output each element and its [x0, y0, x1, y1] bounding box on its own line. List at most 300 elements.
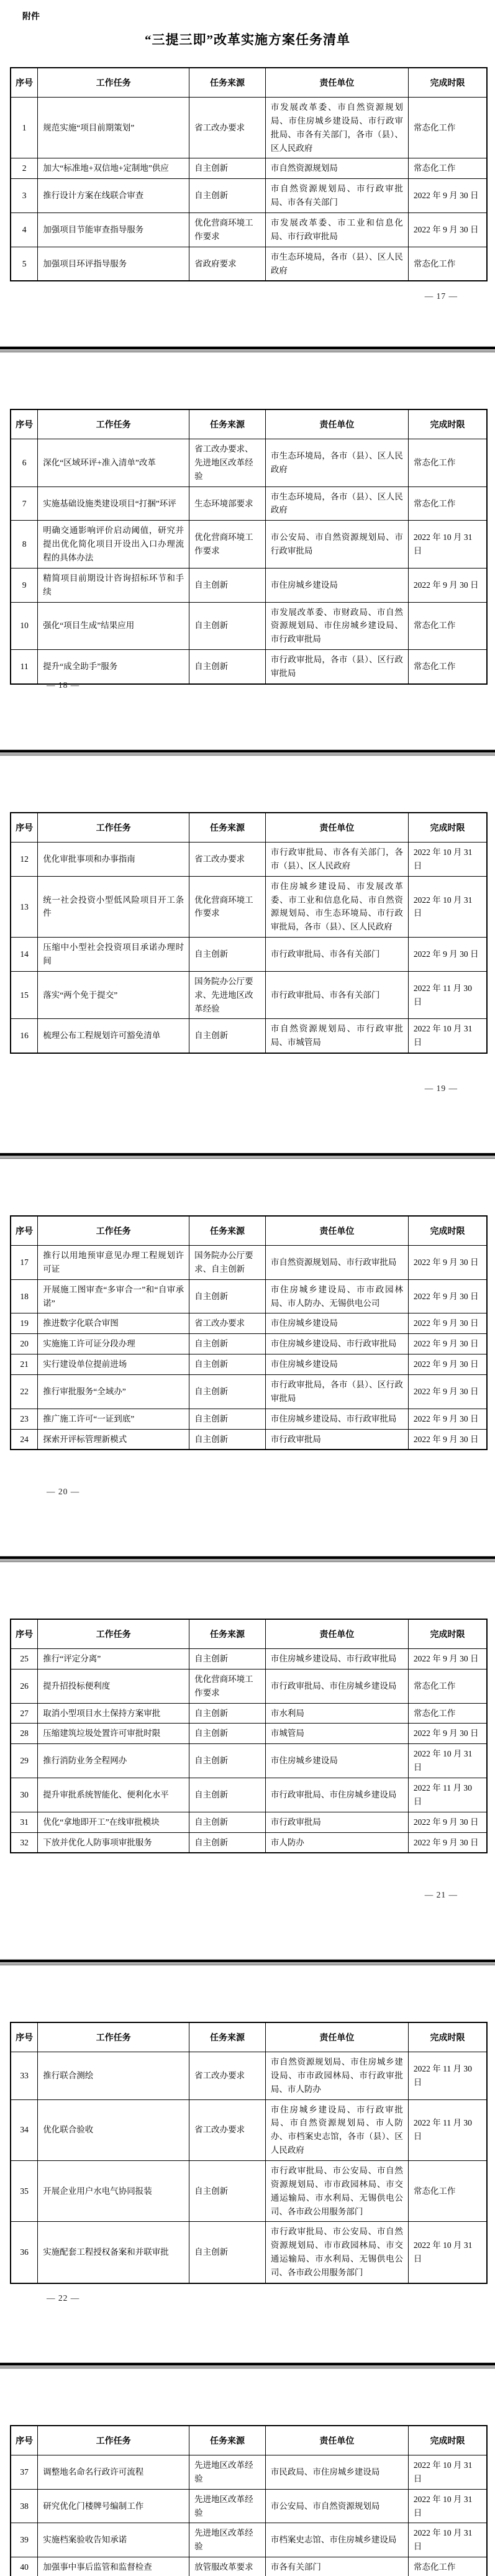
table-row — [11, 1279, 487, 1313]
table-row — [11, 1313, 487, 1334]
cell-deadline: 2022 年 9 月 30 日 — [408, 938, 487, 972]
cell-source: 省工改办要求 — [189, 1313, 266, 1334]
cell-source: 自主创新 — [189, 2222, 266, 2283]
cell-source: 自主创新 — [189, 1409, 266, 1429]
cell-no: 30 — [11, 1778, 38, 1812]
table-wrap-page-18 — [10, 409, 488, 685]
page-21 — [0, 1563, 495, 1959]
cell-task: 压缩建筑垃圾处置许可审批时限 — [38, 1724, 189, 1744]
column-header-source: 任务来源 — [189, 2022, 266, 2052]
cell-task: 实施施工许可证分段办理 — [38, 1334, 189, 1354]
column-header-no: 序号 — [11, 409, 38, 439]
cell-task: 调整地名命名行政许可流程 — [38, 2455, 189, 2490]
table-row — [11, 1409, 487, 1429]
cell-no: 13 — [11, 876, 38, 937]
cell-no: 15 — [11, 971, 38, 1019]
cell-deadline: 2022 年 9 月 30 日 — [408, 1429, 487, 1450]
cell-source: 省工改办要求 — [189, 2099, 266, 2160]
cell-unit: 市住房城乡建设局 — [265, 568, 408, 602]
column-header-unit: 责任单位 — [265, 2426, 408, 2455]
column-header-task: 工作任务 — [38, 2426, 189, 2455]
page-number: — 20 — — [47, 1487, 80, 1496]
cell-no: 32 — [11, 1832, 38, 1853]
cell-task: 优化审批事项和办事指南 — [38, 843, 189, 877]
cell-source: 自主创新 — [189, 568, 266, 602]
table-row — [11, 1429, 487, 1450]
cell-task: 推行联合测绘 — [38, 2052, 189, 2100]
table-row — [11, 1334, 487, 1354]
cell-unit: 市行政审批局 — [265, 1429, 408, 1450]
page-separator — [0, 749, 495, 756]
cell-source: 自主创新 — [189, 1429, 266, 1450]
cell-task: 推行审批服务“全域办” — [38, 1375, 189, 1409]
task-table-page-22 — [10, 2022, 488, 2284]
cell-unit: 市自然资源规划局、市行政审批局、市各有关部门 — [265, 179, 408, 213]
column-header-unit: 责任单位 — [265, 813, 408, 843]
page-number: — 17 — — [424, 291, 458, 301]
table-row — [11, 1744, 487, 1778]
task-table-page-17 — [10, 67, 488, 281]
cell-source: 省工改办要求 — [189, 2052, 266, 2100]
cell-deadline: 2022 年 10 月 31 日 — [408, 1019, 487, 1053]
cell-task: 推行设计方案在线联合审查 — [38, 179, 189, 213]
cell-unit: 市住房城乡建设局、市行政审批局 — [265, 1334, 408, 1354]
cell-task: 提升审批系统智能化、便利化水平 — [38, 1778, 189, 1812]
table-row — [11, 1669, 487, 1703]
column-header-deadline: 完成时限 — [408, 2426, 487, 2455]
cell-unit: 市生态环境局，各市（县）、区人民政府 — [265, 439, 408, 487]
cell-deadline: 2022 年 10 月 31 日 — [408, 2222, 487, 2283]
cell-source: 先进地区改革经验 — [189, 2523, 266, 2557]
cell-no: 29 — [11, 1744, 38, 1778]
cell-unit: 市人防办 — [265, 1832, 408, 1853]
cell-source: 省工改办要求 — [189, 843, 266, 877]
task-table-page-21 — [10, 1619, 488, 1853]
cell-task: 开展施工图审查“多审合一”和“自审承诺” — [38, 1279, 189, 1313]
table-row — [11, 1649, 487, 1669]
cell-deadline: 2022 年 9 月 30 日 — [408, 1375, 487, 1409]
cell-unit: 市住房城乡建设局、市行政审批局 — [265, 1409, 408, 1429]
table-row — [11, 439, 487, 487]
cell-no: 36 — [11, 2222, 38, 2283]
table-header-row — [11, 2426, 487, 2455]
table-row — [11, 1778, 487, 1812]
cell-unit: 市行政审批局 — [265, 1812, 408, 1832]
cell-no: 28 — [11, 1724, 38, 1744]
cell-no: 23 — [11, 1409, 38, 1429]
table-row — [11, 247, 487, 281]
cell-task: 推行“评定分离” — [38, 1649, 189, 1669]
cell-deadline: 2022 年 10 月 31 日 — [408, 521, 487, 569]
cell-task: 实行建设单位提前进场 — [38, 1354, 189, 1375]
cell-task: 强化“项目生成”结果应用 — [38, 602, 189, 650]
cell-no: 26 — [11, 1669, 38, 1703]
cell-source: 省工改办要求 — [189, 98, 266, 158]
cell-unit: 市档案史志馆、市住房城乡建设局 — [265, 2523, 408, 2557]
column-header-deadline: 完成时限 — [408, 2022, 487, 2052]
page-number: — 19 — — [424, 1084, 458, 1093]
cell-deadline: 2022 年 11 月 30 日 — [408, 971, 487, 1019]
table-row — [11, 2161, 487, 2222]
table-row — [11, 1703, 487, 1724]
document-title: “三提三即”改革实施方案任务清单 — [145, 32, 350, 47]
table-wrap-page-23 — [10, 2425, 488, 2576]
cell-unit: 市生态环境局，各市（县）、区人民政府 — [265, 247, 408, 281]
table-row — [11, 876, 487, 937]
column-header-task: 工作任务 — [38, 1619, 189, 1649]
cell-no: 7 — [11, 486, 38, 521]
cell-unit: 市公安局、市自然资源规划局 — [265, 2489, 408, 2523]
page-separator — [0, 2362, 495, 2369]
cell-deadline: 2022 年 9 月 30 日 — [408, 1279, 487, 1313]
cell-no: 5 — [11, 247, 38, 281]
column-header-no: 序号 — [11, 1216, 38, 1246]
cell-task: 下放并优化人防事项审批服务 — [38, 1832, 189, 1853]
cell-source: 先进地区改革经验 — [189, 2489, 266, 2523]
cell-deadline: 2022 年 9 月 30 日 — [408, 213, 487, 247]
column-header-no: 序号 — [11, 1619, 38, 1649]
cell-deadline: 2022 年 9 月 30 日 — [408, 1313, 487, 1334]
table-wrap-page-19 — [10, 812, 488, 1054]
cell-task: 推行消防业务全程网办 — [38, 1744, 189, 1778]
cell-task: 深化“区域环评+准入清单”改革 — [38, 439, 189, 487]
cell-task: 取消小型项目水土保持方案审批 — [38, 1703, 189, 1724]
cell-task: 研究优化门楼牌号编制工作 — [38, 2489, 189, 2523]
table-row — [11, 1812, 487, 1832]
column-header-task: 工作任务 — [38, 813, 189, 843]
table-row — [11, 2099, 487, 2160]
cell-source: 放管服改革要求 — [189, 2557, 266, 2576]
cell-no: 1 — [11, 98, 38, 158]
cell-deadline: 常态化工作 — [408, 98, 487, 158]
cell-unit: 市各有关部门 — [265, 2557, 408, 2576]
cell-unit: 市生态环境局，各市（县）、区人民政府 — [265, 486, 408, 521]
cell-task: 加强项目节能审查指导服务 — [38, 213, 189, 247]
cell-deadline: 2022 年 9 月 30 日 — [408, 1649, 487, 1669]
page-22 — [0, 1966, 495, 2362]
cell-no: 34 — [11, 2099, 38, 2160]
cell-source: 自主创新 — [189, 1724, 266, 1744]
cell-no: 27 — [11, 1703, 38, 1724]
cell-unit: 市发展改革委、市工业和信息化局、市行政审批局 — [265, 213, 408, 247]
cell-task: 探索开评标管理新模式 — [38, 1429, 189, 1450]
cell-no: 20 — [11, 1334, 38, 1354]
cell-deadline: 2022 年 9 月 30 日 — [408, 1334, 487, 1354]
cell-deadline: 2022 年 10 月 31 日 — [408, 1744, 487, 1778]
cell-unit: 市住房城乡建设局 — [265, 1354, 408, 1375]
cell-source: 先进地区改革经验 — [189, 2455, 266, 2490]
cell-no: 3 — [11, 179, 38, 213]
cell-deadline: 2022 年 11 月 30 日 — [408, 2052, 487, 2100]
cell-source: 自主创新 — [189, 158, 266, 179]
cell-task: 梳理公布工程规划许可豁免清单 — [38, 1019, 189, 1053]
cell-task: 推行以用地预审意见办理工程规划许可证 — [38, 1246, 189, 1280]
cell-deadline: 2022 年 9 月 30 日 — [408, 1832, 487, 1853]
table-header-row — [11, 409, 487, 439]
cell-source: 自主创新 — [189, 2161, 266, 2222]
cell-unit: 市民政局、市住房城乡建设局 — [265, 2455, 408, 2490]
column-header-deadline: 完成时限 — [408, 1216, 487, 1246]
cell-source: 自主创新 — [189, 1812, 266, 1832]
table-row — [11, 2489, 487, 2523]
cell-unit: 市住房城乡建设局 — [265, 1313, 408, 1334]
page-20 — [0, 1159, 495, 1556]
page-separator — [0, 1556, 495, 1563]
cell-task: 优化联合验收 — [38, 2099, 189, 2160]
cell-no: 10 — [11, 602, 38, 650]
cell-no: 4 — [11, 213, 38, 247]
column-header-deadline: 完成时限 — [408, 813, 487, 843]
cell-no: 8 — [11, 521, 38, 569]
cell-no: 2 — [11, 158, 38, 179]
column-header-deadline: 完成时限 — [408, 1619, 487, 1649]
cell-no: 38 — [11, 2489, 38, 2523]
cell-task: 推进数字化联合审图 — [38, 1313, 189, 1334]
cell-deadline: 2022 年 9 月 30 日 — [408, 179, 487, 213]
column-header-source: 任务来源 — [189, 68, 266, 98]
column-header-no: 序号 — [11, 2426, 38, 2455]
table-row — [11, 213, 487, 247]
cell-task: 实施基础设施类建设项目“打捆”环评 — [38, 486, 189, 521]
cell-unit: 市发展改革委、市自然资源规划局、市住房城乡建设局、市行政审批局、市各有关部门，各市（县）、区人民政府 — [265, 98, 408, 158]
table-row — [11, 843, 487, 877]
cell-unit: 市行政审批局、市公安局、市自然资源规划局、市市政园林局、市交通运输局、市水利局、无锡供电公司、各市政公用服务部门 — [265, 2222, 408, 2283]
cell-task: 开展企业用户水电气协同报装 — [38, 2161, 189, 2222]
cell-deadline: 常态化工作 — [408, 1703, 487, 1724]
cell-source: 自主创新 — [189, 1019, 266, 1053]
cell-deadline: 常态化工作 — [408, 2557, 487, 2576]
cell-unit: 市自然资源规划局、市住房城乡建设局、市市政园林局、市行政审批局、市人防办 — [265, 2052, 408, 2100]
page-18 — [0, 353, 495, 749]
table-row — [11, 521, 487, 569]
task-table-page-20 — [10, 1215, 488, 1450]
cell-unit: 市自然资源规划局 — [265, 158, 408, 179]
cell-source: 国务院办公厅要求、先进地区改革经验 — [189, 971, 266, 1019]
cell-no: 22 — [11, 1375, 38, 1409]
table-wrap-page-20 — [10, 1215, 488, 1450]
cell-no: 24 — [11, 1429, 38, 1450]
cell-task: 推广施工许可“一证到底” — [38, 1409, 189, 1429]
column-header-source: 任务来源 — [189, 813, 266, 843]
cell-source: 自主创新 — [189, 1778, 266, 1812]
column-header-unit: 责任单位 — [265, 2022, 408, 2052]
attachment-label: 附件 — [22, 11, 40, 21]
cell-task: 提升“成全助手”服务 — [38, 650, 189, 684]
cell-task: 提升招投标便利度 — [38, 1669, 189, 1703]
cell-task: 精简项目前期设计咨询招标环节和手续 — [38, 568, 189, 602]
column-header-task: 工作任务 — [38, 2022, 189, 2052]
page-number: — 18 — — [47, 680, 80, 690]
cell-unit: 市发展改革委、市财政局、市自然资源规划局、市住房城乡建设局、市行政审批局 — [265, 602, 408, 650]
cell-no: 12 — [11, 843, 38, 877]
cell-no: 21 — [11, 1354, 38, 1375]
cell-source: 自主创新 — [189, 1375, 266, 1409]
table-row — [11, 2557, 487, 2576]
column-header-no: 序号 — [11, 68, 38, 98]
column-header-task: 工作任务 — [38, 1216, 189, 1246]
cell-deadline: 常态化工作 — [408, 1669, 487, 1703]
cell-source: 优化营商环境工作要求 — [189, 213, 266, 247]
table-row — [11, 98, 487, 158]
cell-no: 33 — [11, 2052, 38, 2100]
cell-source: 自主创新 — [189, 1832, 266, 1853]
cell-unit: 市住房城乡建设局 — [265, 1744, 408, 1778]
cell-deadline: 2022 年 10 月 31 日 — [408, 2455, 487, 2490]
table-header-row — [11, 813, 487, 843]
column-header-unit: 责任单位 — [265, 1619, 408, 1649]
table-row — [11, 1724, 487, 1744]
cell-no: 40 — [11, 2557, 38, 2576]
cell-no: 19 — [11, 1313, 38, 1334]
cell-deadline: 2022 年 9 月 30 日 — [408, 1724, 487, 1744]
page-23 — [0, 2369, 495, 2576]
cell-no: 6 — [11, 439, 38, 487]
cell-unit: 市住房城乡建设局、市发展改革委、市工业和信息化局、市自然资源规划局、市生态环境局、市行政审批局，各市（县）、区人民政府 — [265, 876, 408, 937]
column-header-source: 任务来源 — [189, 2426, 266, 2455]
table-row — [11, 2455, 487, 2490]
table-row — [11, 568, 487, 602]
cell-task: 加强项目环评指导服务 — [38, 247, 189, 281]
cell-unit: 市城管局 — [265, 1724, 408, 1744]
cell-unit: 市行政审批局，各市（县）、区行政审批局 — [265, 1375, 408, 1409]
cell-source: 省工改办要求、先进地区改革经验 — [189, 439, 266, 487]
cell-deadline: 常态化工作 — [408, 486, 487, 521]
cell-source: 自主创新 — [189, 1279, 266, 1313]
column-header-task: 工作任务 — [38, 68, 189, 98]
cell-task: 落实“两个免于提交” — [38, 971, 189, 1019]
cell-no: 18 — [11, 1279, 38, 1313]
cell-source: 优化营商环境工作要求 — [189, 876, 266, 937]
cell-unit: 市行政审批局、市住房城乡建设局 — [265, 1778, 408, 1812]
cell-task: 规范实施“项目前期策划” — [38, 98, 189, 158]
cell-unit: 市行政审批局、市公安局、市自然资源规划局、市市政园林局、市交通运输局、市水利局、无锡供电公司、各市政公用服务部门 — [265, 2161, 408, 2222]
table-row — [11, 650, 487, 684]
column-header-no: 序号 — [11, 2022, 38, 2052]
page-number: — 22 — — [47, 2293, 80, 2303]
column-header-deadline: 完成时限 — [408, 68, 487, 98]
cell-task: 实施档案验收告知承诺 — [38, 2523, 189, 2557]
cell-source: 自主创新 — [189, 938, 266, 972]
cell-task: 加大“标准地+双信地+定制地”供应 — [38, 158, 189, 179]
cell-unit: 市住房城乡建设局、市市政园林局、市人防办、无锡供电公司 — [265, 1279, 408, 1313]
cell-unit: 市行政审批局、市各有关部门 — [265, 938, 408, 972]
cell-deadline: 2022 年 9 月 30 日 — [408, 1246, 487, 1280]
cell-deadline: 常态化工作 — [408, 650, 487, 684]
cell-no: 39 — [11, 2523, 38, 2557]
cell-no: 14 — [11, 938, 38, 972]
cell-source: 自主创新 — [189, 1649, 266, 1669]
cell-source: 省政府要求 — [189, 247, 266, 281]
cell-unit: 市行政审批局、市住房城乡建设局 — [265, 1669, 408, 1703]
cell-deadline: 2022 年 11 月 30 日 — [408, 1778, 487, 1812]
cell-unit: 市行政审批局，各市（县）、区行政审批局 — [265, 650, 408, 684]
page-separator — [0, 1959, 495, 1966]
cell-no: 11 — [11, 650, 38, 684]
cell-deadline: 常态化工作 — [408, 439, 487, 487]
cell-task: 明确交通影响评价启动阈值，研究并提出优化简化项目开设出入口办理流程的具体办法 — [38, 521, 189, 569]
cell-unit: 市公安局、市自然资源规划局、市行政审批局 — [265, 521, 408, 569]
table-row — [11, 1354, 487, 1375]
cell-unit: 市行政审批局、市各有关部门，各市（县）、区人民政府 — [265, 843, 408, 877]
column-header-source: 任务来源 — [189, 1216, 266, 1246]
cell-deadline: 2022 年 9 月 30 日 — [408, 1812, 487, 1832]
column-header-task: 工作任务 — [38, 409, 189, 439]
cell-deadline: 常态化工作 — [408, 602, 487, 650]
table-header-row — [11, 2022, 487, 2052]
cell-deadline: 2022 年 11 月 30 日 — [408, 2099, 487, 2160]
table-row — [11, 1832, 487, 1853]
table-row — [11, 2222, 487, 2283]
cell-deadline: 常态化工作 — [408, 247, 487, 281]
cell-source: 优化营商环境工作要求 — [189, 521, 266, 569]
task-table-page-18 — [10, 409, 488, 685]
cell-unit: 市行政审批局、市各有关部门 — [265, 971, 408, 1019]
cell-unit: 市自然资源规划局、市行政审批局 — [265, 1246, 408, 1280]
task-table-page-19 — [10, 812, 488, 1054]
cell-source: 自主创新 — [189, 602, 266, 650]
cell-deadline: 2022 年 9 月 30 日 — [408, 568, 487, 602]
cell-deadline: 2022 年 9 月 30 日 — [408, 1354, 487, 1375]
page-separator — [0, 346, 495, 353]
page-19 — [0, 756, 495, 1153]
column-header-unit: 责任单位 — [265, 1216, 408, 1246]
cell-task: 统一社会投资小型低风险项目开工条件 — [38, 876, 189, 937]
page-number: — 21 — — [424, 1890, 458, 1899]
cell-task: 加强事中事后监管和监督检查 — [38, 2557, 189, 2576]
column-header-deadline: 完成时限 — [408, 409, 487, 439]
table-row — [11, 2523, 487, 2557]
cell-source: 自主创新 — [189, 1744, 266, 1778]
cell-unit: 市自然资源规划局、市行政审批局、市城管局 — [265, 1019, 408, 1053]
table-wrap-page-17 — [10, 67, 488, 281]
table-row — [11, 486, 487, 521]
table-row — [11, 1019, 487, 1053]
cell-task: 实施配套工程授权备案和并联审批 — [38, 2222, 189, 2283]
table-row — [11, 1375, 487, 1409]
column-header-source: 任务来源 — [189, 409, 266, 439]
cell-source: 自主创新 — [189, 1334, 266, 1354]
cell-task: 压缩中小型社会投资项目承诺办理时间 — [38, 938, 189, 972]
column-header-unit: 责任单位 — [265, 68, 408, 98]
cell-deadline: 常态化工作 — [408, 2161, 487, 2222]
page-17 — [0, 0, 495, 346]
cell-no: 31 — [11, 1812, 38, 1832]
table-row — [11, 158, 487, 179]
table-row — [11, 1246, 487, 1280]
table-row — [11, 971, 487, 1019]
column-header-no: 序号 — [11, 813, 38, 843]
page-separator — [0, 1153, 495, 1159]
cell-deadline: 2022 年 10 月 31 日 — [408, 876, 487, 937]
cell-no: 25 — [11, 1649, 38, 1669]
cell-no: 17 — [11, 1246, 38, 1280]
table-wrap-page-21 — [10, 1619, 488, 1853]
table-row — [11, 938, 487, 972]
table-row — [11, 179, 487, 213]
cell-source: 国务院办公厅要求、自主创新 — [189, 1246, 266, 1280]
task-table-page-23 — [10, 2425, 488, 2576]
cell-no: 37 — [11, 2455, 38, 2490]
cell-source: 自主创新 — [189, 650, 266, 684]
cell-unit: 市住房城乡建设局、市行政审批局、市自然资源规划局、市人防办、市档案史志馆，各市（县）、区人民政府 — [265, 2099, 408, 2160]
cell-deadline: 常态化工作 — [408, 158, 487, 179]
cell-source: 自主创新 — [189, 1703, 266, 1724]
cell-no: 35 — [11, 2161, 38, 2222]
cell-source: 自主创新 — [189, 179, 266, 213]
cell-task: 优化“拿地即开工”在线审批模块 — [38, 1812, 189, 1832]
column-header-source: 任务来源 — [189, 1619, 266, 1649]
table-row — [11, 602, 487, 650]
